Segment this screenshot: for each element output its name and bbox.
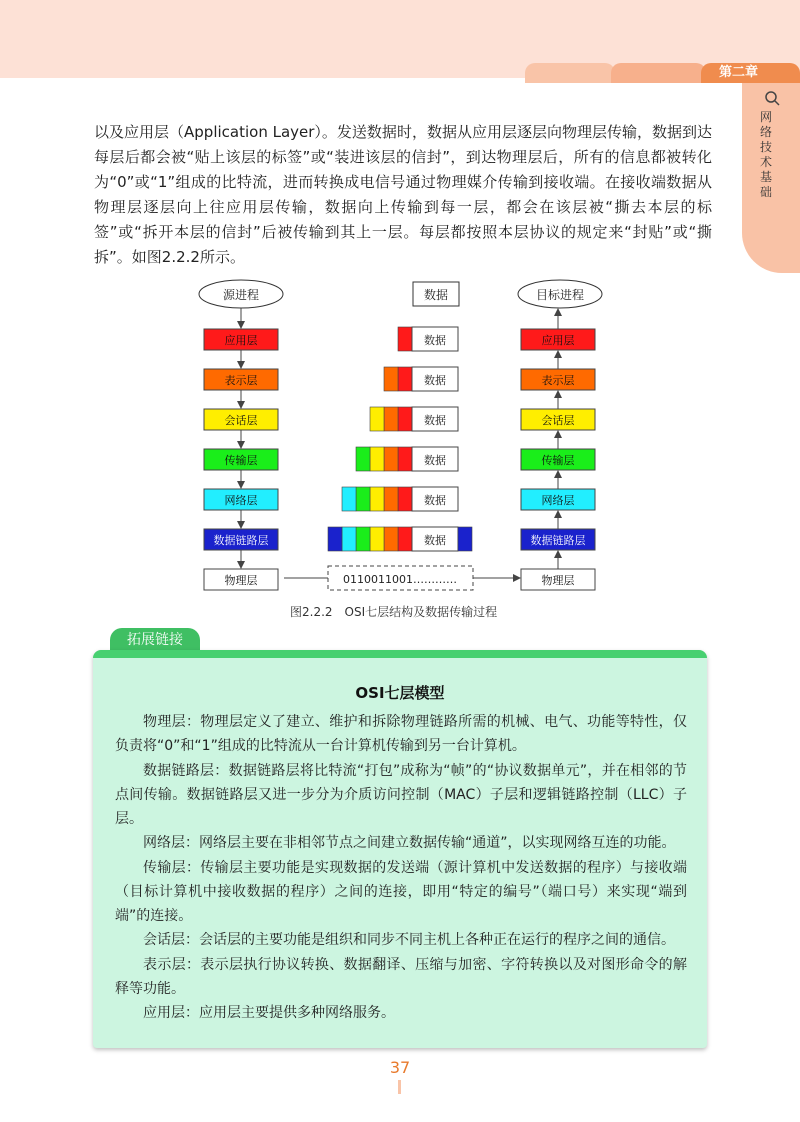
top-data-label: 数据 (423, 288, 449, 302)
header-block (398, 327, 412, 351)
header-block (342, 487, 356, 511)
osi-figure (197, 278, 607, 593)
extension-label: 拓展链接 (110, 628, 200, 652)
ext-paragraph-presentation: 表示层：表示层执行协议转换、数据翻译、压缩与加密、字符转换以及对图形命令的解释等功能。 (115, 956, 687, 997)
receiver-layer-label: 网络层 (541, 494, 575, 507)
bits-label: 0110011001………… (343, 573, 457, 586)
encapsulation-column (328, 327, 472, 551)
sender-layer-label: 会话层 (224, 414, 258, 427)
ext-paragraph-session: 会话层：会话层的主要功能是组织和同步不同主机上各种正在运行的程序之间的通信。 (143, 932, 675, 948)
header-block (328, 527, 342, 551)
sender-stack (204, 308, 278, 590)
receiver-layer-label: 表示层 (541, 374, 575, 387)
header-block (370, 447, 384, 471)
sender-layer-label: 网络层 (224, 494, 258, 507)
header-block (370, 487, 384, 511)
data-label: 数据 (424, 414, 446, 427)
header-block (398, 447, 412, 471)
ext-paragraph-application: 应用层：应用层主要提供多种网络服务。 (143, 1005, 395, 1021)
header-block (384, 367, 398, 391)
network-icon (764, 90, 780, 106)
header-block (398, 407, 412, 431)
receiver-layer-label: 传输层 (541, 454, 575, 467)
data-label: 数据 (424, 334, 446, 347)
chapter-tabs (525, 63, 800, 83)
sender-layer-label: 传输层 (224, 454, 258, 467)
header-block (384, 527, 398, 551)
page-number-mark (398, 1080, 401, 1094)
extension-box (93, 650, 707, 1048)
chapter-tab-decor-1 (525, 63, 615, 83)
header-block (370, 527, 384, 551)
header-block (398, 487, 412, 511)
ext-paragraph-physical: 物理层：物理层定义了建立、维护和拆除物理链路所需的机械、电气、功能等特性，仅负责将“0”和“1”组成的比特流从一台计算机传输到另一台计算机。 (115, 714, 687, 754)
header-block (398, 527, 412, 551)
header-block (356, 527, 370, 551)
header-block (384, 447, 398, 471)
header-block (342, 527, 356, 551)
extension-title: OSI七层模型 (355, 684, 445, 702)
sender-layer-label: 物理层 (224, 574, 258, 587)
header-block (356, 447, 370, 471)
data-label: 数据 (424, 534, 446, 547)
ext-paragraph-datalink: 数据链路层：数据链路层将比特流“打包”成称为“帧”的“协议数据单元”，并在相邻的节点间传输。数据链路层又进一步分为介质访问控制（MAC）子层和逻辑链路控制（LLC）子层。 (115, 762, 687, 827)
header-block (370, 407, 384, 431)
sender-layer-label: 数据链路层 (213, 534, 269, 547)
receiver-layer-label: 数据链路层 (530, 534, 586, 547)
sender-layer-label: 表示层 (224, 374, 258, 387)
receiver-layer-label: 会话层 (541, 414, 575, 427)
header-block (398, 367, 412, 391)
source-process-label: 源进程 (222, 288, 260, 302)
chapter-tab-decor-2 (611, 63, 706, 83)
body-paragraph: 以及应用层（Application Layer）。发送数据时，数据从应用层逐层向物理层传输，数据到达每层后都会被“贴上该层的标签”或“装进该层的信封”，到达物理层后，所有的信息都被转化为“0”或“1”组成的比特流，进而转换成电信号通过物理媒介传输到接收端。在接收端数据从物理层逐层向上往应用层传输，数据向上传输到每一层，都会在该层被“撕去本层的标签”或“拆开本层的信封”后被传输到其上一层。每层都按照本层协议的规定来“封贴”或“撕拆”。如图2.2.2所示。 (94, 123, 712, 266)
figure-caption: 图2.2.2 OSI七层结构及数据传输过程 (290, 605, 498, 619)
receiver-layer-label: 物理层 (541, 574, 575, 587)
header-block (384, 487, 398, 511)
data-label: 数据 (424, 374, 446, 387)
header-block (384, 407, 398, 431)
chapter-label: 第二章 (701, 63, 800, 83)
header-block (356, 487, 370, 511)
sender-layer-label: 应用层 (224, 334, 258, 347)
receiver-layer-label: 应用层 (541, 334, 575, 347)
data-label: 数据 (424, 494, 446, 507)
data-label: 数据 (424, 454, 446, 467)
ext-paragraph-network: 网络层：网络层主要在非相邻节点之间建立数据传输“通道”，以实现网络互连的功能。 (143, 835, 676, 851)
side-title: 网络技术基础 (759, 110, 772, 199)
extension-content (115, 710, 687, 1026)
target-process-label: 目标进程 (535, 288, 585, 302)
receiver-stack (521, 309, 595, 590)
ext-paragraph-transport: 传输层：传输层主要功能是实现数据的发送端（源计算机中发送数据的程序）与接收端（目标计算机中接收数据的程序）之间的连接，即用“特定的编号”（端口号）来实现“端到端”的连接。 (115, 859, 687, 924)
page-number: 37 (389, 1058, 411, 1077)
trailer-block (458, 527, 472, 551)
